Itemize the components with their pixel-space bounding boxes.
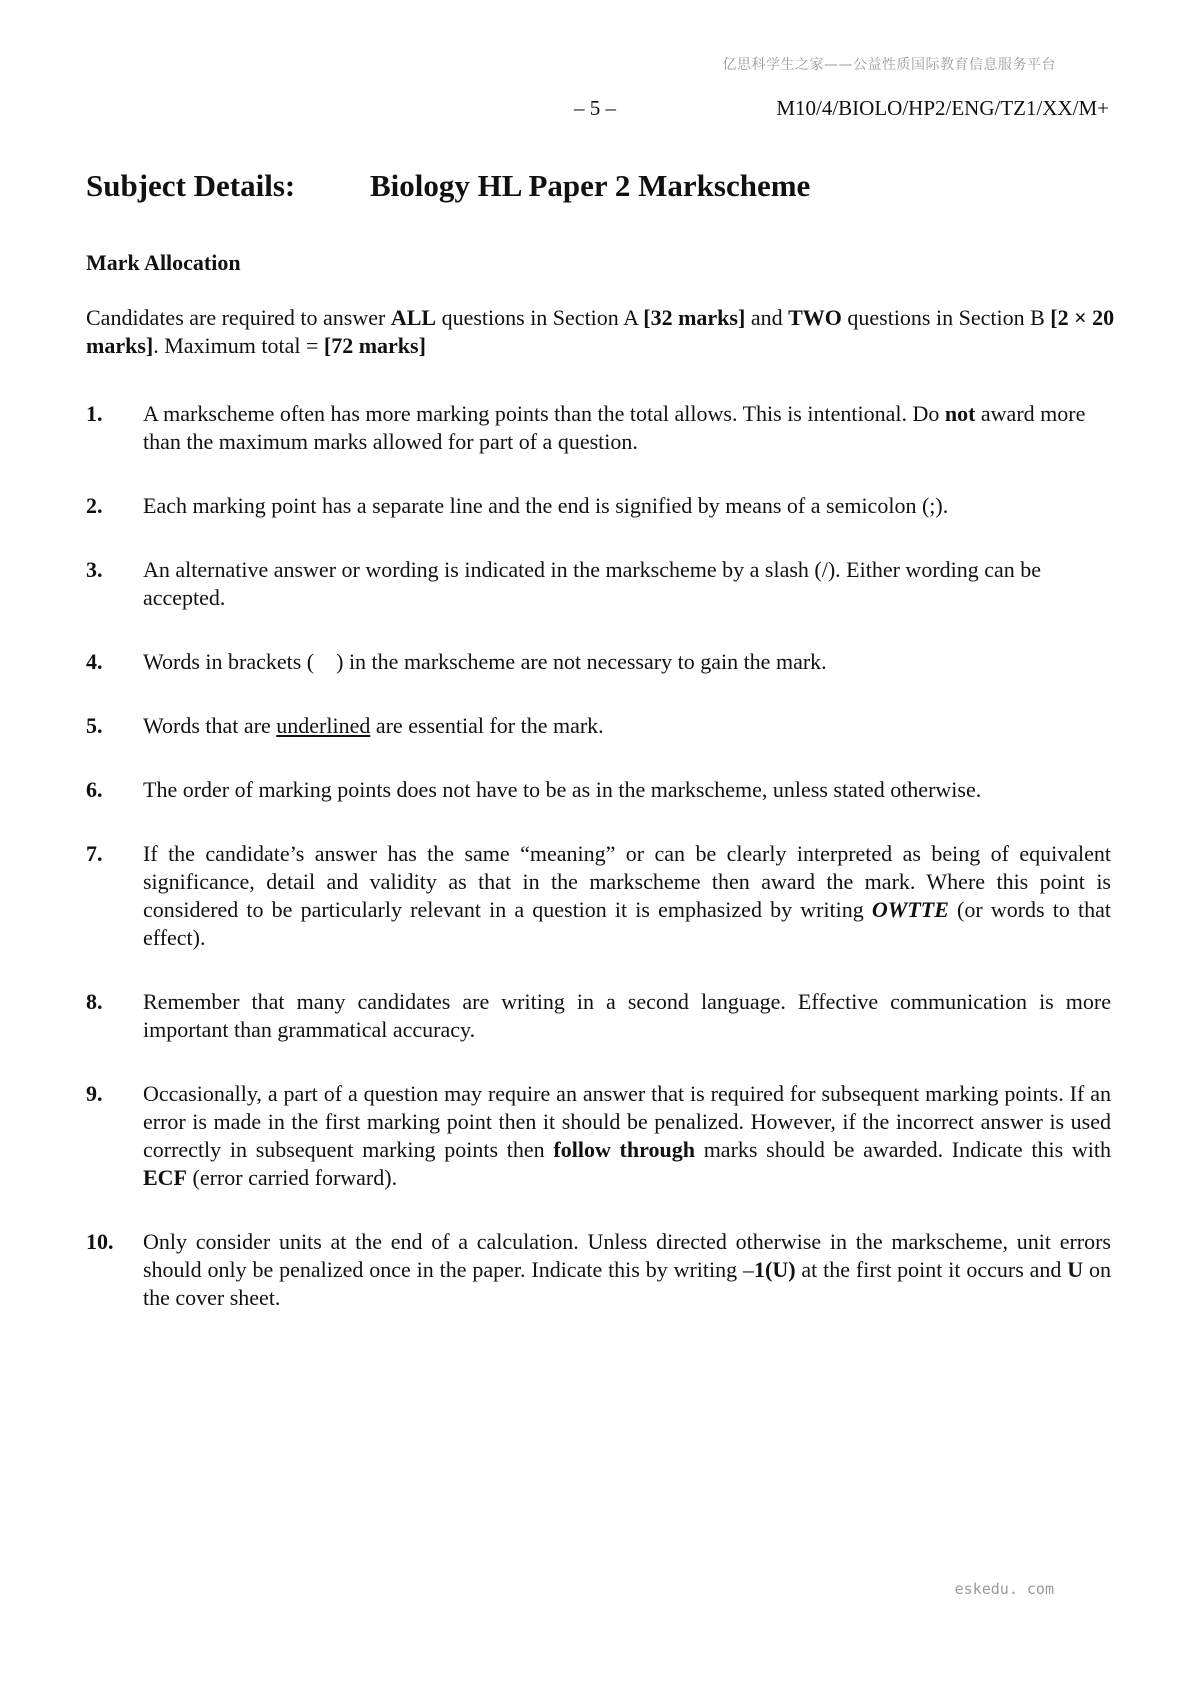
rule-number: 2. <box>86 493 103 518</box>
marking-rules-list <box>86 400 1111 1348</box>
rule-item <box>86 776 1111 804</box>
rule-bold: ECF <box>143 1165 187 1190</box>
rule-bold: not <box>944 401 976 426</box>
rule-item <box>86 1228 1111 1312</box>
title-value: Biology HL Paper 2 Markscheme <box>370 168 811 203</box>
intro-bold: ALL <box>390 305 437 330</box>
title-label: Subject Details: <box>86 168 296 203</box>
rule-number: 1. <box>86 401 103 426</box>
rule-number: 7. <box>86 841 103 866</box>
footer-watermark: eskedu. com <box>954 1580 1054 1598</box>
rule-text: Words in brackets ( ) in the markscheme are not necessary to gain the mark. <box>143 649 827 674</box>
rule-bold-italic: OWTTE <box>871 897 949 922</box>
rule-underlined: underlined <box>276 713 371 738</box>
intro-text: Candidates are required to answer <box>86 305 391 330</box>
rule-item <box>86 840 1111 952</box>
intro-text: questions in Section A <box>436 305 644 330</box>
rule-text <box>143 1080 1111 1192</box>
rule-text-part: at the first point it occurs and <box>795 1257 1068 1282</box>
rule-item <box>86 400 1111 456</box>
rule-text-part: If the candidate’s answer has the same “meaning” or can be clearly interpreted as being of equivalent significance, detail and validity as that in the markscheme then award the mark. Where this point is considered to be particularly relevant in a question it is emphasized by writing <box>143 841 1111 922</box>
rule-text-part: Words that are <box>143 713 277 738</box>
rule-text-part: Only consider units at the end of a calculation. Unless directed otherwise in the markscheme, unit errors should only be penalized once in the paper. Indicate this by writing – <box>143 1229 1111 1282</box>
intro-text: and <box>745 305 789 330</box>
rule-bold: 1(U) <box>754 1257 796 1282</box>
rule-text-part: A markscheme often has more marking points than the total allows. This is intentional. Do <box>143 401 945 426</box>
rule-text-part: award more than the maximum marks allowed for part of a question. <box>143 401 1086 454</box>
rule-number: 10. <box>86 1229 114 1254</box>
intro-text: questions in Section B <box>841 305 1051 330</box>
intro-text: . Maximum total = <box>153 333 324 358</box>
intro-paragraph <box>86 304 1116 360</box>
rule-bold: follow through <box>553 1137 695 1162</box>
rule-number: 4. <box>86 649 103 674</box>
rule-item <box>86 648 1111 676</box>
intro-bold: [72 marks] <box>323 333 426 358</box>
rule-bold: U <box>1067 1257 1084 1282</box>
rule-text-part: on the cover sheet. <box>143 1257 1111 1310</box>
rule-text-part: are essential for the mark. <box>370 713 604 738</box>
rule-item <box>86 492 1111 520</box>
rule-text-part: marks should be awarded. Indicate this with <box>694 1137 1112 1162</box>
rule-text: An alternative answer or wording is indicated in the markscheme by a slash (/). Either wording can be accepted. <box>143 557 1042 610</box>
rule-text-part: Occasionally, a part of a question may require an answer that is required for subsequent marking points. If an error is made in the first marking point then it should be penalized. However, if the incorrect answer is used correctly in subsequent marking points then <box>143 1081 1111 1162</box>
mark-allocation-heading: Mark Allocation <box>86 250 241 275</box>
rule-text <box>143 712 1111 740</box>
rule-number: 5. <box>86 713 103 738</box>
rule-text <box>143 840 1111 952</box>
rule-number: 6. <box>86 777 103 802</box>
rule-number: 8. <box>86 989 103 1014</box>
header-watermark: 亿思科学生之家——公益性质国际教育信息服务平台 <box>722 57 1056 73</box>
rule-item <box>86 556 1111 612</box>
rule-text: The order of marking points does not have to be as in the markscheme, unless stated otherwise. <box>143 777 982 802</box>
rule-item <box>86 988 1111 1044</box>
rule-text-part: (error carried forward). <box>187 1165 398 1190</box>
rule-number: 9. <box>86 1081 103 1106</box>
rule-item <box>86 712 1111 740</box>
document-code: M10/4/BIOLO/HP2/ENG/TZ1/XX/M+ <box>776 96 1109 120</box>
rule-item <box>86 1080 1111 1192</box>
rule-text <box>143 1228 1111 1312</box>
rule-text: Remember that many candidates are writing in a second language. Effective communication is more important than grammatical accuracy. <box>143 989 1111 1042</box>
subject-details-title <box>86 168 811 204</box>
intro-bold: [2 × 20 marks] <box>86 305 1115 358</box>
rule-text: Each marking point has a separate line and the end is signified by means of a semicolon (;). <box>143 493 949 518</box>
intro-bold: [32 marks] <box>643 305 746 330</box>
page-number: – 5 – <box>574 96 616 120</box>
rule-text <box>143 400 1111 456</box>
rule-text-part: (or words to that effect). <box>143 897 1111 950</box>
rule-number: 3. <box>86 557 103 582</box>
intro-bold: TWO <box>788 305 842 330</box>
